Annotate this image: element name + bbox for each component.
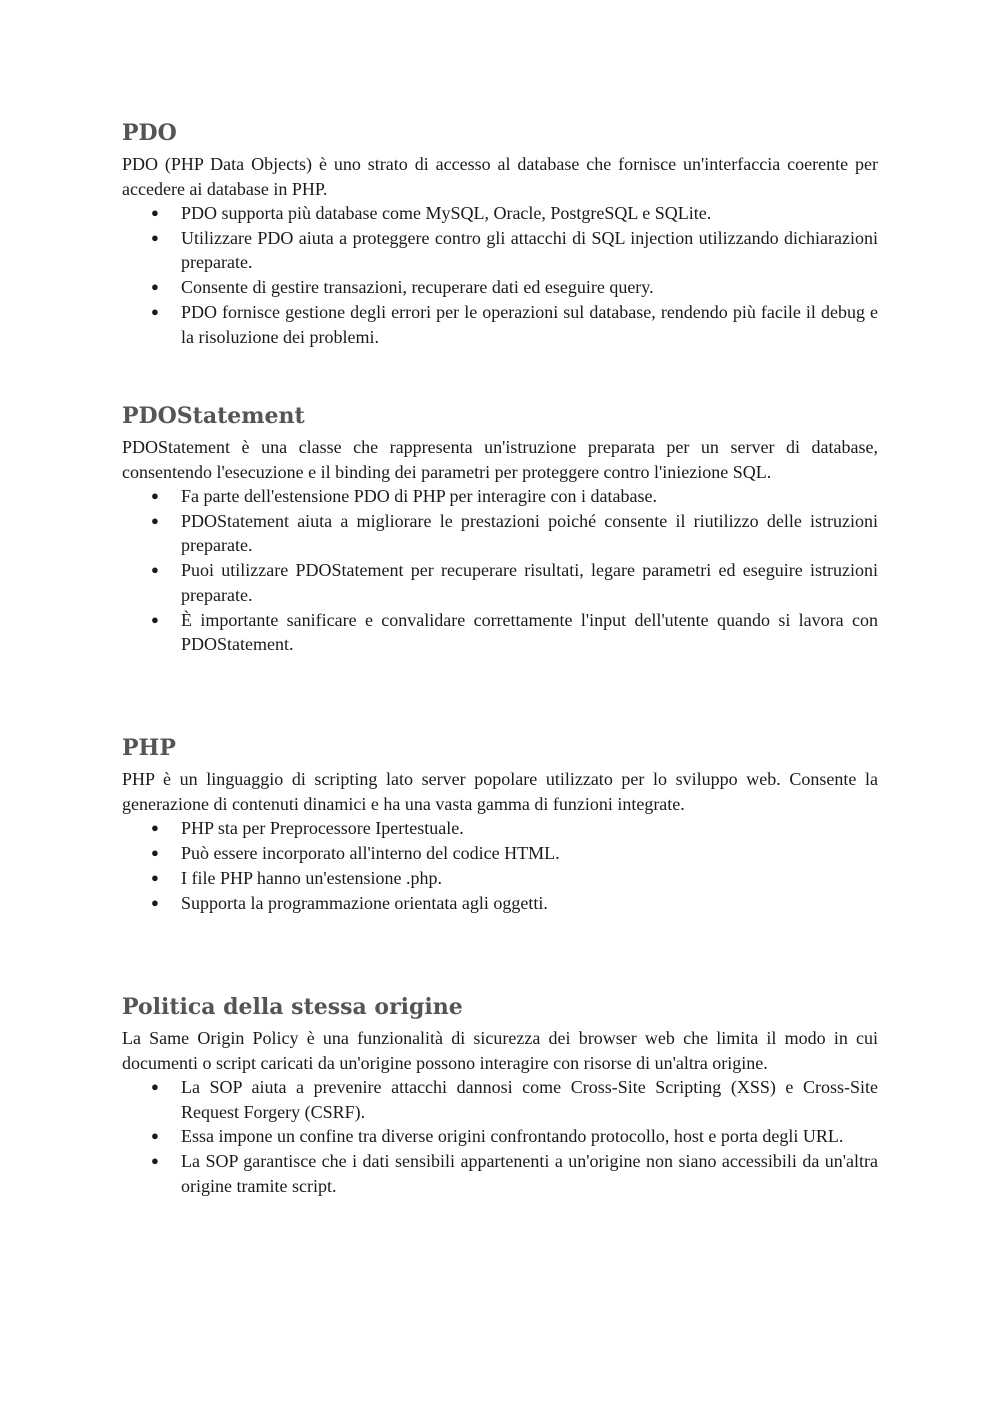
- bullet-icon: ●: [151, 304, 159, 320]
- list-item: ● Fa parte dell'estensione PDO di PHP per interagire con i database.: [122, 484, 878, 509]
- list-item: ● PDO fornisce gestione degli errori per le operazioni sul database, rendendo più facile il debug e la risoluzione dei problemi.: [151, 302, 878, 347]
- bullet-icon: ●: [151, 844, 159, 860]
- section-title: PDO: [122, 120, 177, 146]
- bullet-icon: ●: [151, 562, 159, 578]
- list-item: ● Essa impone un confine tra diverse origini confrontando protocollo, host e porta degli URL.: [122, 1124, 878, 1149]
- section-intro: PDOStatement è una classe che rappresenta un'istruzione preparata per un server di database, consentendo l'esecuzione e il binding dei parametri per proteggere contro l'iniezione SQL.: [122, 437, 878, 482]
- section-php: [122, 733, 878, 916]
- list-item: ● Può essere incorporato all'interno del codice HTML.: [122, 841, 878, 866]
- list-item: ● Utilizzare PDO aiuta a proteggere contro gli attacchi di SQL injection utilizzando dichiarazioni preparate.: [151, 227, 878, 273]
- section-same-origin-policy: [122, 992, 878, 1199]
- list-item: ● Puoi utilizzare PDOStatement per recuperare risultati, legare parametri ed eseguire istruzioni preparate.: [151, 560, 878, 605]
- list-item: ● Consente di gestire transazioni, recuperare dati ed eseguire query.: [122, 275, 878, 300]
- bullet-icon: ●: [151, 869, 159, 885]
- section-title: Politica della stessa origine: [122, 994, 463, 1020]
- bullet-icon: ●: [151, 1128, 159, 1144]
- list-item: ● PHP sta per Preprocessore Ipertestuale.: [122, 816, 878, 841]
- list-item: ● PDO supporta più database come MySQL, Oracle, PostgreSQL e SQLite.: [122, 201, 878, 226]
- list-item: ● Supporta la programmazione orientata agli oggetti.: [122, 891, 878, 916]
- section-pdostatement: [122, 401, 878, 657]
- bullet-icon: ●: [151, 205, 159, 220]
- bullet-list: [122, 816, 878, 915]
- bullet-list: [122, 201, 878, 349]
- bullet-icon: ●: [151, 1153, 159, 1169]
- bullet-icon: ●: [151, 512, 159, 528]
- bullet-icon: ●: [151, 820, 159, 835]
- section-intro: PDO (PHP Data Objects) è uno strato di accesso al database che fornisce un'interfaccia coerente per accedere ai database in PHP.: [122, 154, 878, 199]
- list-item: ● PDOStatement aiuta a migliorare le prestazioni poiché consente il riutilizzo delle istruzioni preparate.: [151, 510, 878, 556]
- section-title: PHP: [122, 735, 176, 761]
- bullet-icon: ●: [151, 1079, 159, 1094]
- bullet-icon: ●: [151, 229, 159, 245]
- list-item: ● La SOP garantisce che i dati sensibili appartenenti a un'origine non siano accessibili da un'altra origine tramite script.: [151, 1151, 878, 1196]
- section-pdo: [122, 118, 878, 350]
- bullet-icon: ●: [151, 611, 159, 627]
- bullet-icon: ●: [151, 279, 159, 295]
- bullet-icon: ●: [151, 894, 159, 910]
- list-item: ● I file PHP hanno un'estensione .php.: [122, 866, 878, 891]
- bullet-list: [122, 1075, 878, 1198]
- section-intro: La Same Origin Policy è una funzionalità di sicurezza dei browser web che limita il modo in cui documenti o script caricati da un'origine possono interagire con risorse di un'altra origine.: [122, 1028, 878, 1073]
- bullet-icon: ●: [151, 488, 159, 503]
- list-item: ● È importante sanificare e convalidare correttamente l'input dell'utente quando si lavora con PDOStatement.: [151, 609, 878, 655]
- section-title: PDOStatement: [122, 403, 305, 429]
- bullet-list: [122, 484, 878, 657]
- section-intro: PHP è un linguaggio di scripting lato server popolare utilizzato per lo sviluppo web. Consente la generazione di contenuti dinamici e ha una vasta gamma di funzioni integrate.: [122, 769, 878, 814]
- list-item: ● La SOP aiuta a prevenire attacchi dannosi come Cross-Site Scripting (XSS) e Cross-Site Request Forgery (CSRF).: [151, 1077, 878, 1122]
